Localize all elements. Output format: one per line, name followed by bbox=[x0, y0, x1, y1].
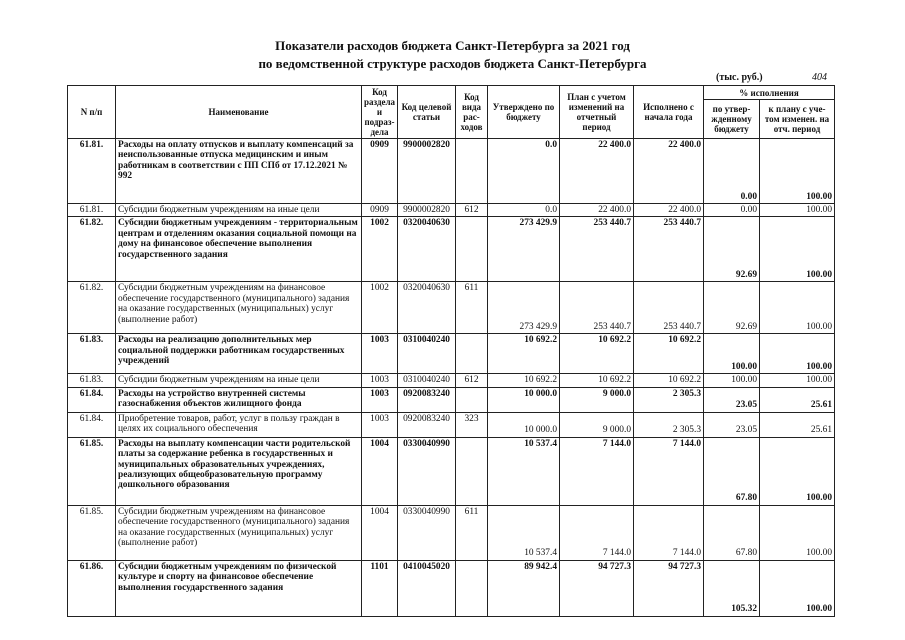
table-row bbox=[68, 334, 835, 374]
row-name: Приобретение товаров, работ, услуг в пользу граждан в целях их социального обеспечения bbox=[116, 412, 362, 437]
row-pct-plan: 100.00 bbox=[760, 374, 835, 387]
table-row bbox=[68, 282, 835, 334]
row-plan: 22 400.0 bbox=[560, 204, 634, 217]
row-pct-approved: 23.05 bbox=[704, 387, 760, 412]
row-section-code: 1101 bbox=[362, 560, 398, 616]
row-approved: 0.0 bbox=[488, 204, 560, 217]
row-number: 61.83. bbox=[68, 334, 116, 374]
row-name: Субсидии бюджетным учреждениям на иные цели bbox=[116, 204, 362, 217]
row-pct-approved: 100.00 bbox=[704, 374, 760, 387]
row-executed: 22 400.0 bbox=[634, 204, 704, 217]
row-plan: 22 400.0 bbox=[560, 139, 634, 204]
row-approved: 273 429.9 bbox=[488, 217, 560, 282]
page-number: 404 bbox=[812, 72, 827, 83]
row-target-code: 9900002820 bbox=[398, 204, 456, 217]
header-plan: План с учетом изменений на отчетный период bbox=[560, 86, 634, 139]
row-target-code: 0920083240 bbox=[398, 412, 456, 437]
row-target-code: 0920083240 bbox=[398, 387, 456, 412]
row-expense-type-code: 612 bbox=[456, 204, 488, 217]
row-expense-type-code bbox=[456, 560, 488, 616]
header-expense-type-code: Код вида рас-ходов bbox=[456, 86, 488, 139]
row-executed: 2 305.3 bbox=[634, 412, 704, 437]
row-approved: 10 537.4 bbox=[488, 505, 560, 560]
row-number: 61.86. bbox=[68, 560, 116, 616]
row-target-code: 0310040240 bbox=[398, 374, 456, 387]
row-executed: 2 305.3 bbox=[634, 387, 704, 412]
row-plan: 9 000.0 bbox=[560, 387, 634, 412]
row-pct-plan: 100.00 bbox=[760, 139, 835, 204]
row-plan: 9 000.0 bbox=[560, 412, 634, 437]
row-name: Субсидии бюджетным учреждениям на финансовое обеспечение государственного (муниципального) задания на оказание государственных (муниципальных) услуг (выполнение работ) bbox=[116, 282, 362, 334]
row-number: 61.81. bbox=[68, 139, 116, 204]
row-section-code: 1003 bbox=[362, 387, 398, 412]
row-pct-plan: 100.00 bbox=[760, 334, 835, 374]
header-pct-plan: к плану с уче-том изменен. на отч. период bbox=[760, 100, 835, 139]
row-section-code: 1003 bbox=[362, 334, 398, 374]
row-pct-approved: 67.80 bbox=[704, 437, 760, 505]
header-num: N п/п bbox=[68, 86, 116, 139]
units-label: (тыс. руб.) bbox=[716, 72, 763, 83]
row-pct-plan: 100.00 bbox=[760, 217, 835, 282]
row-executed: 22 400.0 bbox=[634, 139, 704, 204]
table-row bbox=[68, 139, 835, 204]
report-title-line-2: по ведомственной структуре расходов бюджета Санкт-Петербурга bbox=[258, 56, 647, 71]
header-target-code: Код целевой статьи bbox=[398, 86, 456, 139]
row-plan: 94 727.3 bbox=[560, 560, 634, 616]
row-target-code: 0330040990 bbox=[398, 505, 456, 560]
table-row bbox=[68, 217, 835, 282]
row-target-code: 0320040630 bbox=[398, 282, 456, 334]
table-row bbox=[68, 505, 835, 560]
row-expense-type-code bbox=[456, 334, 488, 374]
header-executed: Исполнено с начала года bbox=[634, 86, 704, 139]
row-pct-approved: 67.80 bbox=[704, 505, 760, 560]
row-approved: 10 692.2 bbox=[488, 374, 560, 387]
row-plan: 10 692.2 bbox=[560, 374, 634, 387]
row-number: 61.83. bbox=[68, 374, 116, 387]
row-executed: 94 727.3 bbox=[634, 560, 704, 616]
row-approved: 89 942.4 bbox=[488, 560, 560, 616]
row-expense-type-code: 611 bbox=[456, 282, 488, 334]
row-pct-approved: 92.69 bbox=[704, 282, 760, 334]
row-executed: 253 440.7 bbox=[634, 217, 704, 282]
row-pct-plan: 25.61 bbox=[760, 412, 835, 437]
row-name: Расходы на оплату отпусков и выплату компенсаций за неиспользованные отпуска медицинским и иным работникам в соответствии с ПП СПб от 17.12.2021 № 992 bbox=[116, 139, 362, 204]
row-plan: 10 692.2 bbox=[560, 334, 634, 374]
row-plan: 253 440.7 bbox=[560, 282, 634, 334]
row-target-code: 0410045020 bbox=[398, 560, 456, 616]
row-number: 61.82. bbox=[68, 282, 116, 334]
row-pct-approved: 105.32 bbox=[704, 560, 760, 616]
header-section-code: Код раздела и подраз-дела bbox=[362, 86, 398, 139]
row-section-code: 0909 bbox=[362, 139, 398, 204]
row-name: Субсидии бюджетным учреждениям - территориальным центрам и отделениям оказания социальной помощи на дому на финансовое обеспечение выполнения государственного задания bbox=[116, 217, 362, 282]
row-pct-plan: 100.00 bbox=[760, 505, 835, 560]
row-section-code: 1003 bbox=[362, 412, 398, 437]
row-approved: 10 000.0 bbox=[488, 387, 560, 412]
row-pct-approved: 0.00 bbox=[704, 139, 760, 204]
row-expense-type-code bbox=[456, 437, 488, 505]
header-pct-approved: по утвер-жденному бюджету bbox=[704, 100, 760, 139]
row-section-code: 1002 bbox=[362, 217, 398, 282]
row-pct-approved: 100.00 bbox=[704, 334, 760, 374]
row-section-code: 1003 bbox=[362, 374, 398, 387]
row-approved: 10 000.0 bbox=[488, 412, 560, 437]
row-expense-type-code: 611 bbox=[456, 505, 488, 560]
row-name: Субсидии бюджетным учреждениям на финансовое обеспечение государственного (муниципального) задания на оказание государственных (муниципальных) услуг (выполнение работ) bbox=[116, 505, 362, 560]
row-pct-approved: 0.00 bbox=[704, 204, 760, 217]
row-pct-approved: 92.69 bbox=[704, 217, 760, 282]
row-approved: 10 692.2 bbox=[488, 334, 560, 374]
row-plan: 253 440.7 bbox=[560, 217, 634, 282]
header-approved: Утверждено по бюджету bbox=[488, 86, 560, 139]
row-approved: 273 429.9 bbox=[488, 282, 560, 334]
row-name: Расходы на реализацию дополнительных мер социальной поддержки работникам государственных учреждений bbox=[116, 334, 362, 374]
row-expense-type-code: 612 bbox=[456, 374, 488, 387]
header-name: Наименование bbox=[116, 86, 362, 139]
row-name: Расходы на выплату компенсации части родительской платы за содержание ребенка в государственных и муниципальных образовательных учреждениях, реализующих общеобразовательную программу дошкольного образования bbox=[116, 437, 362, 505]
row-name: Субсидии бюджетным учреждениям на иные цели bbox=[116, 374, 362, 387]
row-expense-type-code bbox=[456, 387, 488, 412]
row-pct-plan: 100.00 bbox=[760, 437, 835, 505]
table-row bbox=[68, 437, 835, 505]
row-target-code: 9900002820 bbox=[398, 139, 456, 204]
row-number: 61.85. bbox=[68, 505, 116, 560]
expenditure-table bbox=[67, 85, 835, 617]
row-executed: 253 440.7 bbox=[634, 282, 704, 334]
table-row bbox=[68, 204, 835, 217]
row-pct-plan: 25.61 bbox=[760, 387, 835, 412]
row-approved: 10 537.4 bbox=[488, 437, 560, 505]
table-row bbox=[68, 387, 835, 412]
row-number: 61.81. bbox=[68, 204, 116, 217]
row-number: 61.85. bbox=[68, 437, 116, 505]
row-expense-type-code bbox=[456, 139, 488, 204]
row-section-code: 1004 bbox=[362, 437, 398, 505]
row-section-code: 0909 bbox=[362, 204, 398, 217]
row-expense-type-code: 323 bbox=[456, 412, 488, 437]
row-pct-plan: 100.00 bbox=[760, 282, 835, 334]
row-name: Расходы на устройство внутренней системы газоснабжения объектов жилищного фонда bbox=[116, 387, 362, 412]
row-executed: 7 144.0 bbox=[634, 437, 704, 505]
row-pct-approved: 23.05 bbox=[704, 412, 760, 437]
row-number: 61.84. bbox=[68, 387, 116, 412]
row-pct-plan: 100.00 bbox=[760, 560, 835, 616]
row-target-code: 0320040630 bbox=[398, 217, 456, 282]
row-target-code: 0310040240 bbox=[398, 334, 456, 374]
row-number: 61.82. bbox=[68, 217, 116, 282]
row-executed: 10 692.2 bbox=[634, 334, 704, 374]
row-number: 61.84. bbox=[68, 412, 116, 437]
table-row bbox=[68, 560, 835, 616]
row-expense-type-code bbox=[456, 217, 488, 282]
header-pct-group: % исполнения bbox=[704, 86, 835, 100]
row-plan: 7 144.0 bbox=[560, 437, 634, 505]
row-name: Субсидии бюджетным учреждениям по физической культуре и спорту на финансовое обеспечение выполнения государственного задания bbox=[116, 560, 362, 616]
row-executed: 10 692.2 bbox=[634, 374, 704, 387]
row-plan: 7 144.0 bbox=[560, 505, 634, 560]
row-section-code: 1004 bbox=[362, 505, 398, 560]
report-title-line-1: Показатели расходов бюджета Санкт-Петербурга за 2021 год bbox=[275, 38, 630, 53]
row-pct-plan: 100.00 bbox=[760, 204, 835, 217]
table-row bbox=[68, 374, 835, 387]
table-row bbox=[68, 412, 835, 437]
row-section-code: 1002 bbox=[362, 282, 398, 334]
row-target-code: 0330040990 bbox=[398, 437, 456, 505]
row-approved: 0.0 bbox=[488, 139, 560, 204]
row-executed: 7 144.0 bbox=[634, 505, 704, 560]
